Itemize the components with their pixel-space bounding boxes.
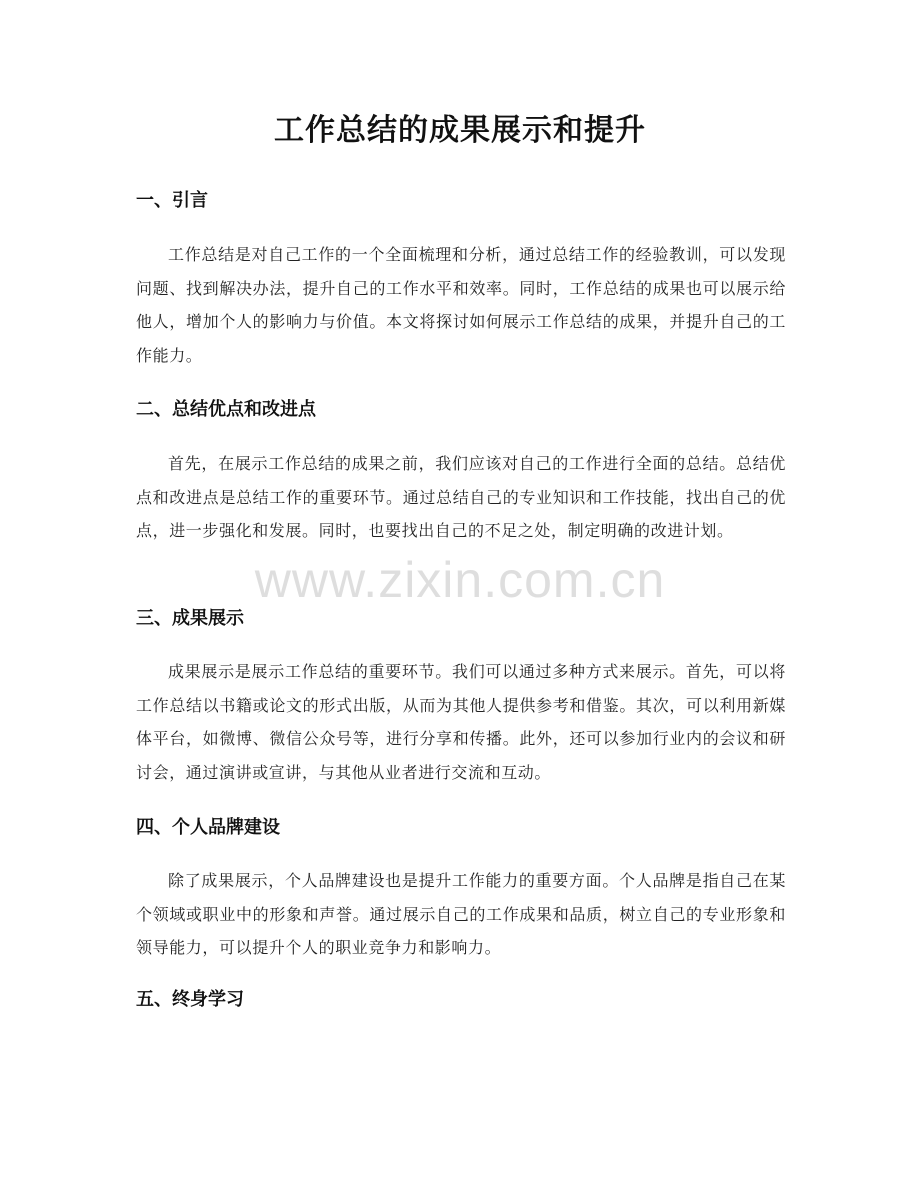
section-paragraph-strengths-improvements: 首先，在展示工作总结的成果之前，我们应该对自己的工作进行全面的总结。总结优点和改进点是总结工作的重要环节。通过总结自己的专业知识和工作技能，找出自己的优点，进一步强化和发展。同时，也要找出自己的不足之处，制定明确的改进计划。 [136, 454, 786, 541]
section-paragraph-results-display: 成果展示是展示工作总结的重要环节。我们可以通过多种方式来展示。首先，可以将工作总结以书籍或论文的形式出版，从而为其他人提供参考和借鉴。其次，可以利用新媒体平台，如微博、微信公众号等，进行分享和传播。此外，还可以参加行业内的会议和研讨会，通过演讲或宣讲，与其他从业者进行交流和互动。 [136, 662, 786, 782]
section-heading-strengths-improvements: 二、总结优点和改进点 [136, 399, 316, 420]
section-heading-results-display: 三、成果展示 [136, 608, 244, 629]
section-heading-personal-brand: 四、个人品牌建设 [136, 817, 280, 838]
section-paragraph-personal-brand: 除了成果展示，个人品牌建设也是提升工作能力的重要方面。个人品牌是指自己在某个领域或职业中的形象和声誉。通过展示自己的工作成果和品质，树立自己的专业形象和领导能力，可以提升个人的职业竞争力和影响力。 [136, 871, 786, 958]
page-title: 工作总结的成果展示和提升 [274, 113, 646, 148]
section-paragraph-introduction: 工作总结是对自己工作的一个全面梳理和分析，通过总结工作的经验教训，可以发现问题、找到解决办法，提升自己的工作水平和效率。同时，工作总结的成果也可以展示给他人，增加个人的影响力与价值。本文将探讨如何展示工作总结的成果，并提升自己的工作能力。 [136, 245, 786, 365]
section-heading-introduction: 一、引言 [136, 190, 208, 211]
watermark: www.zixin.com.cn [254, 552, 666, 608]
section-heading-lifelong-learning: 五、终身学习 [136, 989, 244, 1010]
